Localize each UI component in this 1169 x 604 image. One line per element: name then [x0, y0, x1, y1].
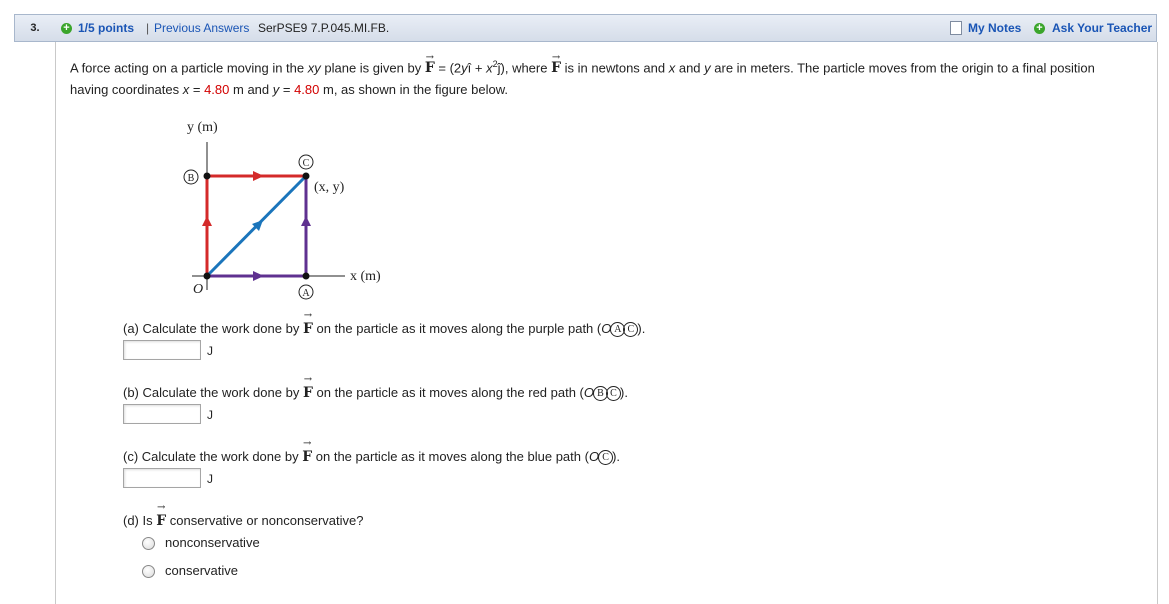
part-a-answer-input[interactable] [123, 340, 201, 360]
red-arrow-right [253, 171, 264, 181]
label-c: C [302, 158, 310, 169]
point-b [204, 173, 211, 180]
part-c-question: (c) Calculate the work done by → F on the particle as it moves along the blue path (O C ). [123, 449, 620, 465]
path-figure [160, 110, 420, 310]
problem-id: SerPSE9 7.P.045.MI.FB. [258, 21, 390, 35]
part-d-question: (d) Is → F conservative or nonconservative? [123, 513, 363, 529]
left-divider [55, 42, 56, 604]
x-value: 4.80 [204, 82, 230, 98]
label-a: A [302, 288, 310, 299]
radio-nonconservative-label[interactable]: nonconservative [165, 535, 260, 550]
purple-arrow-up [301, 216, 311, 226]
part-b-answer-input[interactable] [123, 404, 201, 424]
part-c-answer-input[interactable] [123, 468, 201, 488]
right-divider [1157, 42, 1158, 604]
question-header [14, 14, 1157, 42]
y-axis-label: y (m) [187, 120, 218, 135]
part-b-unit: J [207, 408, 213, 422]
part-a-question: (a) Calculate the work done by → F on the particle as it moves along the purple path (O A C ). [123, 321, 645, 337]
my-notes-link[interactable]: My Notes [968, 21, 1022, 35]
expand-plus-icon[interactable]: + [61, 23, 72, 34]
force-vector-symbol: → F [425, 58, 435, 79]
points-score: 1/5 points [78, 21, 135, 35]
separator: | [146, 21, 150, 35]
part-c-unit: J [207, 472, 213, 486]
x-axis-label: x (m) [350, 269, 381, 284]
purple-arrow-right [253, 271, 264, 281]
question-number: 3. [30, 22, 40, 34]
radio-nonconservative[interactable] [142, 537, 155, 550]
ask-teacher-plus-icon[interactable]: + [1034, 23, 1045, 34]
red-arrow-up [202, 216, 212, 226]
point-origin [204, 273, 211, 280]
ask-your-teacher-link[interactable]: Ask Your Teacher [1052, 21, 1153, 35]
label-b: B [187, 173, 195, 184]
origin-label: O [193, 282, 204, 297]
part-b-question: (b) Calculate the work done by → F on the particle as it moves along the red path (O B C ). [123, 385, 628, 401]
y-value: 4.80 [294, 82, 320, 98]
previous-answers-link[interactable]: Previous Answers [154, 21, 250, 35]
point-a [303, 273, 310, 280]
radio-conservative-label[interactable]: conservative [165, 563, 238, 578]
part-a-unit: J [207, 344, 213, 358]
radio-conservative[interactable] [142, 565, 155, 578]
notes-icon[interactable] [950, 21, 962, 35]
point-xy-label: (x, y) [314, 180, 345, 195]
point-c [303, 173, 310, 180]
problem-statement: A force acting on a particle moving in the xy plane is given by → F = (2yî + $x^2ĵ$), where → F is in newtons and x and y are in meters. The particle moves from the origin to a final position having coordinates x = 4.80 m and y = 4.80 m, as shown in the figure below. [70, 54, 1130, 100]
